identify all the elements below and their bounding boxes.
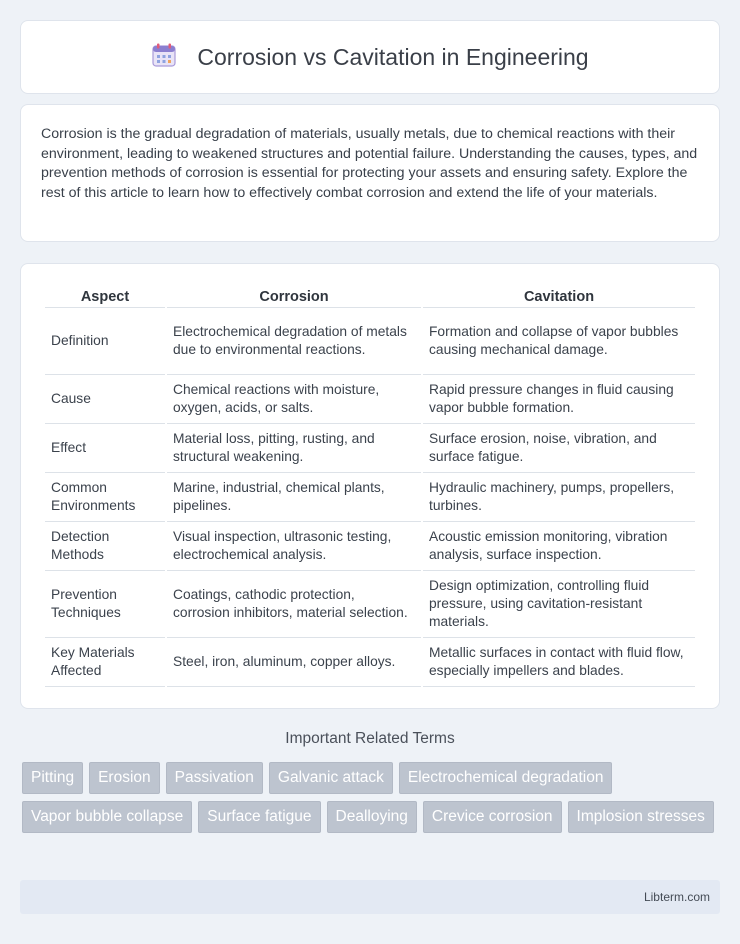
table-cell-corrosion: Visual inspection, ultrasonic testing, electrochemical analysis.	[167, 522, 421, 571]
table-cell-aspect: Common Environments	[45, 473, 165, 522]
table-cell-cavitation: Metallic surfaces in contact with fluid flow, especially impellers and blades.	[423, 638, 695, 687]
related-term-tag[interactable]: Crevice corrosion	[423, 801, 562, 833]
intro-card	[20, 104, 720, 242]
table-cell-aspect: Cause	[45, 375, 165, 424]
table-cell-corrosion: Marine, industrial, chemical plants, pipelines.	[167, 473, 421, 522]
table-row	[45, 308, 695, 375]
footer	[20, 880, 720, 914]
intro-paragraph: Corrosion is the gradual degradation of materials, usually metals, due to chemical reactions with their environment, leading to weakened structures and potential failure. Understanding the causes, types, and prevention methods of corrosion is essential for protecting your assets and ensuring safety. Explore the rest of this article to learn how to effectively combat corrosion and extend the life of your materials.	[41, 126, 698, 201]
related-term-tag[interactable]: Erosion	[89, 762, 160, 794]
related-term-tag[interactable]: Pitting	[22, 762, 83, 794]
comparison-table	[43, 278, 697, 687]
table-row	[45, 473, 695, 522]
table-row	[45, 522, 695, 571]
table-row	[45, 375, 695, 424]
calendar-icon	[151, 42, 177, 73]
related-term-tag[interactable]: Galvanic attack	[269, 762, 393, 794]
related-terms-list	[22, 762, 722, 833]
header-inner	[151, 42, 588, 73]
table-cell-corrosion: Coatings, cathodic protection, corrosion inhibitors, material selection.	[167, 571, 421, 638]
table-cell-aspect: Key Materials Affected	[45, 638, 165, 687]
related-term-tag[interactable]: Surface fatigue	[198, 801, 320, 833]
table-cell-cavitation: Design optimization, controlling fluid pressure, using cavitation-resistant materials.	[423, 571, 695, 638]
related-term-tag[interactable]: Electrochemical degradation	[399, 762, 613, 794]
table-header-row	[45, 278, 695, 308]
related-term-tag[interactable]: Passivation	[166, 762, 263, 794]
column-header-aspect: Aspect	[45, 278, 165, 308]
related-term-tag[interactable]: Dealloying	[327, 801, 417, 833]
table-cell-aspect: Prevention Techniques	[45, 571, 165, 638]
table-row	[45, 638, 695, 687]
table-cell-corrosion: Chemical reactions with moisture, oxygen, acids, or salts.	[167, 375, 421, 424]
table-cell-aspect: Detection Methods	[45, 522, 165, 571]
table-cell-corrosion: Material loss, pitting, rusting, and structural weakening.	[167, 424, 421, 473]
table-cell-cavitation: Acoustic emission monitoring, vibration analysis, surface inspection.	[423, 522, 695, 571]
table-cell-aspect: Effect	[45, 424, 165, 473]
related-term-tag[interactable]: Vapor bubble collapse	[22, 801, 192, 833]
table-cell-corrosion: Electrochemical degradation of metals due to environmental reactions.	[167, 308, 421, 375]
column-header-cavitation: Cavitation	[423, 278, 695, 308]
related-terms-title: Important Related Terms	[285, 730, 455, 747]
table-cell-aspect: Definition	[45, 308, 165, 375]
column-header-corrosion: Corrosion	[167, 278, 421, 308]
table-cell-cavitation: Rapid pressure changes in fluid causing vapor bubble formation.	[423, 375, 695, 424]
table-row	[45, 424, 695, 473]
comparison-card	[20, 263, 720, 709]
footer-site-link[interactable]: Libterm.com	[643, 890, 710, 904]
table-cell-cavitation: Formation and collapse of vapor bubbles causing mechanical damage.	[423, 308, 695, 375]
table-cell-cavitation: Surface erosion, noise, vibration, and surface fatigue.	[423, 424, 695, 473]
table-cell-cavitation: Hydraulic machinery, pumps, propellers, turbines.	[423, 473, 695, 522]
table-cell-corrosion: Steel, iron, aluminum, copper alloys.	[167, 638, 421, 687]
table-row	[45, 571, 695, 638]
related-term-tag[interactable]: Implosion stresses	[568, 801, 714, 833]
page-title: Corrosion vs Cavitation in Engineering	[197, 43, 589, 70]
header-card	[20, 20, 720, 94]
